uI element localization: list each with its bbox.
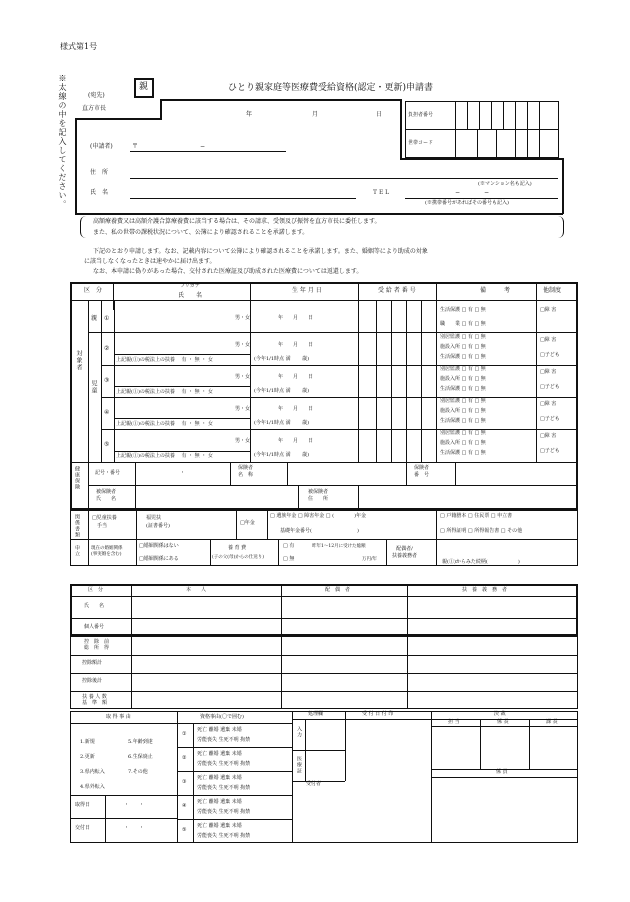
- basic-pension[interactable]: 基礎年金番号( ): [280, 528, 359, 534]
- doc-items2[interactable]: □ 所得証明 □ 所得報告書 □ その他: [440, 528, 523, 534]
- sex-4[interactable]: 男・女: [235, 406, 251, 412]
- child2-remark-a[interactable]: 別居監護 □ 有 □ 無: [440, 334, 486, 340]
- dep-note-4: 上記親(①)の税法上の扶養 有 ・ 無 ・ 女: [116, 421, 213, 427]
- name-label: 氏 名: [90, 189, 109, 196]
- child2-other-a[interactable]: □障 害: [540, 337, 557, 343]
- child-label: 児童: [90, 380, 97, 394]
- hdr-furigana: フリガナ: [180, 283, 200, 289]
- docs-label: 関係書類: [74, 514, 80, 538]
- acquired-date[interactable]: ・ ・: [124, 802, 145, 808]
- welfare-allowance: 福児扶 (証書番号): [146, 515, 170, 529]
- reason-7: 7.その他: [128, 769, 148, 775]
- applicant-label: (申請者): [90, 143, 113, 150]
- qual-title: 資格事由(〇で囲む): [200, 714, 244, 720]
- statement-line1: 下記のとおり申請します。なお、記載内容について公簿により確認されることを承諾します。また、婚姻等により助成の対象: [93, 248, 428, 255]
- age-5[interactable]: (今年1/1時点 満 歳): [254, 452, 310, 458]
- sex-3[interactable]: 男・女: [235, 374, 251, 380]
- parent-stamp: 親: [139, 82, 149, 92]
- parent-other[interactable]: □障 害: [540, 307, 557, 313]
- qual-3-line1[interactable]: 死亡 離婚 遺棄 未婚: [197, 775, 242, 781]
- reason-4: 4.県外転入: [80, 784, 105, 790]
- qual-1-line2[interactable]: 労能喪失 生死不明 拘禁: [197, 737, 251, 743]
- support-title: 養 育 費: [228, 545, 247, 551]
- acquired-label: 取得日: [75, 802, 91, 808]
- child3-other-b[interactable]: □子ども: [540, 384, 560, 390]
- symbol-no-label: 記号・番号: [95, 470, 121, 476]
- reason-title: 取 得 事 由: [106, 714, 131, 720]
- target-label: 対象者: [75, 350, 82, 371]
- hdr-other-system: 他制度: [543, 287, 562, 294]
- main-table-bold: [70, 282, 578, 510]
- support-has[interactable]: □ 有: [283, 543, 295, 549]
- tel-label: ＴＥＬ: [372, 189, 391, 196]
- receiver-label: 受付者: [306, 781, 322, 787]
- not-married[interactable]: □婚姻関係はない: [139, 543, 179, 549]
- parent-remark-a[interactable]: 生活保護 □ 有 □ 無: [440, 307, 486, 313]
- child4-other-a[interactable]: □障 害: [540, 401, 557, 407]
- form-number: 様式第1号: [60, 42, 98, 51]
- parent-remark-b[interactable]: 職 業 □ 有 □ 無: [440, 321, 486, 327]
- birth-3[interactable]: 年 月 日: [278, 374, 314, 380]
- sex-1[interactable]: 男・女: [235, 315, 251, 321]
- received-stamp-label: 受 付 日 付 印: [362, 711, 394, 717]
- child3-remark-a[interactable]: 別居監護 □ 有 □ 無: [440, 366, 486, 372]
- qual-4-line2[interactable]: 労能喪失 生死不明 拘禁: [197, 809, 251, 815]
- parent-label: 親: [91, 315, 98, 322]
- inc-hdr-spouse: 配 偶 者: [325, 587, 351, 593]
- child5-other-a[interactable]: □障 害: [540, 433, 557, 439]
- inc-row-gross: 控 除 前 総 所 得: [84, 639, 110, 651]
- approver-staff: 担 当: [448, 719, 460, 725]
- inc-hdr-supporter: 扶 養 義 務 者: [462, 587, 508, 593]
- input-label: 入力: [296, 726, 302, 738]
- sex-5[interactable]: 男・女: [235, 438, 251, 444]
- hdr-category: 区 分: [84, 287, 103, 294]
- qual-num-5: ⑤: [182, 827, 187, 833]
- reason-3: 3.県内転入: [80, 769, 105, 775]
- row-num-5: ⑤: [104, 441, 110, 448]
- inc-row-net: 控除後計: [82, 678, 103, 684]
- med-cert-label: 医療証: [296, 756, 302, 774]
- child5-remark-c[interactable]: 生活保護 □ 有 □ 無: [440, 450, 486, 456]
- pension-check[interactable]: □年金: [240, 520, 255, 526]
- married[interactable]: □婚姻関係にある: [139, 556, 179, 562]
- consent-line1: 高額療養費又は高額介護合算療養費に該当する場合は、その請求、受領及び振替を直方市長に委任します。: [93, 218, 381, 225]
- inc-row-dependents: 扶 養 人 数 基 準 額: [82, 694, 108, 706]
- child4-remark-a[interactable]: 別居監護 □ 有 □ 無: [440, 398, 486, 404]
- child3-remark-c[interactable]: 生活保護 □ 有 □ 無: [440, 386, 486, 392]
- payer-no-label: 負担者番号: [408, 112, 434, 118]
- child3-remark-b[interactable]: 施設入所 □ 有 □ 無: [440, 376, 486, 382]
- approval-label: 決 裁: [494, 711, 506, 717]
- age-2[interactable]: (今年1/1時点 満 歳): [254, 356, 310, 362]
- insured-name-label: 被保険者 氏 名: [96, 489, 117, 502]
- birth-5[interactable]: 年 月 日: [278, 438, 314, 444]
- birth-4[interactable]: 年 月 日: [278, 406, 314, 412]
- row-num-1: ①: [104, 315, 110, 322]
- insurer-no-label: 保険者 番 号: [414, 465, 430, 478]
- child2-other-b[interactable]: □子ども: [540, 352, 560, 358]
- insurer-name-label: 保険者 名 称: [238, 465, 254, 478]
- inc-row-mynumber: 個人番号: [84, 624, 105, 630]
- mansion-note: (※マンション名も記入): [478, 181, 532, 187]
- qual-num-1: ①: [182, 731, 187, 737]
- tel-line[interactable]: [405, 198, 558, 199]
- symbol-no-dot: ・: [180, 470, 186, 476]
- hdr-recipient-no: 受 給 者 番 号: [378, 287, 416, 294]
- qual-5-line1[interactable]: 死亡 離婚 遺棄 未婚: [197, 823, 242, 829]
- row-num-4: ④: [104, 409, 110, 416]
- reason-1: 1.新規: [80, 739, 95, 745]
- postal-mark: 〒: [132, 143, 139, 150]
- pension-items[interactable]: □ 遺族年金 □ 障害年金 □ ( )年金: [270, 513, 367, 519]
- qual-5-line2[interactable]: 労能喪失 生死不明 拘禁: [197, 833, 251, 839]
- qual-num-4: ④: [182, 803, 187, 809]
- child2-remark-c[interactable]: 生活保護 □ 有 □ 無: [440, 354, 486, 360]
- consent-line2: また、私の世帯の課税状況について、公簿により確認されることを承諾します。: [93, 229, 309, 236]
- dep-note-3: 上記親(①)の税法上の扶養 有 ・ 無 ・ 女: [116, 389, 213, 395]
- qual-4-line1[interactable]: 死亡 離婚 遺棄 未婚: [197, 799, 242, 805]
- addressee-name: 直方市長: [82, 105, 107, 112]
- child5-other-b[interactable]: □子ども: [540, 448, 560, 454]
- amount-note: 昨年1〜12月に受けた総額: [312, 544, 366, 549]
- tel-dashes: − −: [455, 189, 490, 196]
- hdr-name: 氏 名: [178, 292, 203, 299]
- mobile-note: (※携帯番号があればその番号も記入): [425, 200, 509, 206]
- dep-note-2: 上記親(①)の税法上の扶養 有 ・ 無 ・ 女: [116, 357, 213, 363]
- dep-note-5: 上記親(①)の税法上の扶養 有 ・ 無 ・ 女: [116, 453, 213, 459]
- child-allowance[interactable]: □児童扶養 手当: [92, 515, 117, 529]
- child3-other-a[interactable]: □障 害: [540, 369, 557, 375]
- name-line[interactable]: [130, 198, 356, 199]
- age-4[interactable]: (今年1/1時点 満 歳): [254, 420, 310, 426]
- postal-dash: −: [200, 143, 206, 150]
- child5-remark-a[interactable]: 別居監護 □ 有 □ 無: [440, 430, 486, 436]
- spouse-label: 配偶者/ 扶養義務者: [392, 546, 418, 559]
- child4-other-b[interactable]: □子ども: [540, 416, 560, 422]
- issued-date[interactable]: ・ ・: [124, 825, 145, 831]
- doc-items1[interactable]: □ 戸籍謄本 □ 住民票 □ 申立書: [440, 513, 513, 519]
- support-none[interactable]: □ 無: [283, 556, 295, 562]
- qual-3-line2[interactable]: 労能喪失 生死不明 拘禁: [197, 785, 251, 791]
- reason-2: 2.更新: [80, 754, 95, 760]
- inc-hdr-category: 区 分: [88, 587, 104, 593]
- addressee-prefix: (宛先): [88, 92, 105, 99]
- qual-2-line2[interactable]: 労能喪失 生死不明 拘禁: [197, 761, 251, 767]
- row-num-2: ②: [104, 345, 110, 352]
- qual-num-3: ③: [182, 779, 187, 785]
- child2-remark-b[interactable]: 施設入所 □ 有 □ 無: [440, 344, 486, 350]
- inc-hdr-self: 本 人: [186, 587, 207, 593]
- inc-row-deductions: 控除額計: [82, 660, 103, 666]
- birth-2[interactable]: 年 月 日: [278, 342, 314, 348]
- date-day: 日: [376, 111, 383, 118]
- child5-remark-b[interactable]: 施設入所 □ 有 □ 無: [440, 440, 486, 446]
- declaration-label: 申立: [74, 545, 80, 557]
- support-sub: (子の父(母)からの仕送り): [212, 555, 265, 560]
- date-month: 月: [312, 111, 319, 118]
- issued-label: 交付日: [75, 825, 91, 831]
- approver-chief: 係 長: [497, 719, 509, 725]
- birth-1[interactable]: 年 月 日: [278, 315, 314, 321]
- child4-remark-c[interactable]: 生活保護 □ 有 □ 無: [440, 418, 486, 424]
- hdr-remarks: 備 考: [480, 287, 511, 294]
- amount-unit: 万円/年: [362, 557, 378, 562]
- processing-label: 処理欄: [308, 711, 324, 717]
- qual-num-2: ②: [182, 755, 187, 761]
- row-num-3: ③: [104, 377, 110, 384]
- reason-5: 5.年齢到達: [128, 739, 153, 745]
- age-3[interactable]: (今年1/1時点 満 歳): [254, 388, 310, 394]
- staff-label: 係 員: [496, 769, 508, 775]
- child4-remark-b[interactable]: 施設入所 □ 有 □ 無: [440, 408, 486, 414]
- insured-addr-label: 被保険者 住 所: [308, 489, 329, 502]
- postal-line[interactable]: [130, 151, 286, 152]
- form-title: ひとり親家庭等医療費受給資格(認定・更新)申請書: [228, 83, 434, 93]
- insurance-label: 健康保険: [74, 466, 80, 490]
- sex-2[interactable]: 男・女: [235, 342, 251, 348]
- qual-1-line1[interactable]: 死亡 離婚 遺棄 未婚: [197, 727, 242, 733]
- hdr-birth: 生 年 月 日: [292, 287, 322, 294]
- address-label: 住 所: [90, 169, 109, 176]
- approver-manager: 課 長: [546, 719, 558, 725]
- reason-6: 6.生保廃止: [128, 754, 153, 760]
- statement-line3: なお、本申請に偽りがあった場合、交付された医療証及び助成された医療費については返還します。: [93, 268, 363, 275]
- qual-2-line1[interactable]: 死亡 離婚 遺棄 未婚: [197, 751, 242, 757]
- relation[interactable]: 親(①)からみた続柄( ): [442, 559, 520, 565]
- marriage-status: 現在の婚姻関係 (事実婚を含む): [91, 546, 123, 558]
- sector-code-label: 世帯コード: [408, 140, 434, 146]
- side-note: ※太線の中を記入してください。: [58, 74, 67, 209]
- address-line[interactable]: [130, 178, 558, 179]
- date-year: 年: [246, 111, 253, 118]
- statement-line2: に該当しなくなったときは速やかに届け出ます。: [84, 258, 216, 265]
- inc-row-name: 氏 名: [84, 603, 105, 609]
